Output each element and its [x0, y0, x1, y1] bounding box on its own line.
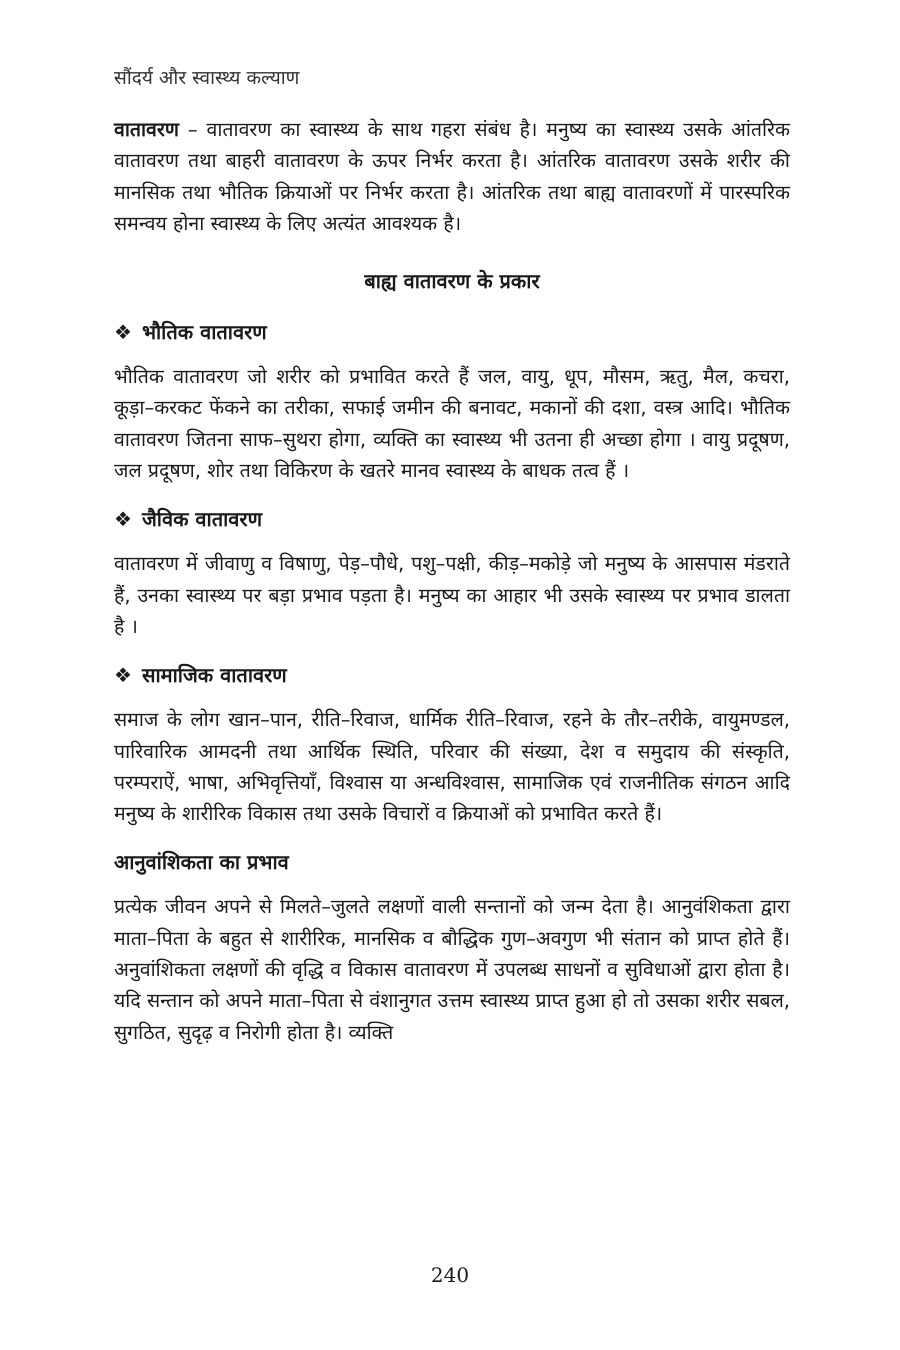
intro-paragraph — [114, 114, 790, 239]
diamond-bullet-icon: ❖ — [114, 320, 132, 345]
heredity-heading: आनुवांशिकता का प्रभाव — [114, 850, 289, 875]
page-content — [114, 114, 790, 1048]
intro-text: – वातावरण का स्वास्थ्य के साथ गहरा संबंध है। मनुष्य का स्वास्थ्य उसके आंतरिक वातावरण तथा बाहरी वातावरण के ऊपर निर्भर करता है। आंतरिक वातावरण उसके शरीर की मानसिक तथा भौतिक क्रियाओं पर निर्भर करता है। आंतरिक तथा बाह्य वातावरणों में पारस्परिक समन्वय होना स्वास्थ्य के लिए अत्यंत आवश्यक है। — [114, 118, 790, 235]
page-number: 240 — [430, 1263, 470, 1287]
heredity-paragraph: प्रत्येक जीवन अपने से मिलते–जुलते लक्षणों वाली सन्तानों को जन्म देता है। आनुवंशिकता द्वारा माता–पिता के बहुत से शारीरिक, मानसिक व बौद्धिक गुण–अवगुण भी संतान को प्राप्त होते हैं। अनुवांशिकता लक्षणों की वृद्धि व विकास वातावरण में उपलब्ध साधनों व सुविधाओं द्वारा होता है। यदि सन्तान को अपने माता–पिता से वंशानुगत उत्तम स्वास्थ्य प्राप्त हुआ हो तो उसका शरीर सबल, सुगठित, सुदृढ़ व निरोगी होता है। व्यक्ति — [114, 895, 790, 1044]
section-paragraph-social: समाज के लोग खान–पान, रीति–रिवाज, धार्मिक रीति–रिवाज, रहने के तौर–तरीके, वायुमण्डल, पारिवारिक आमदनी तथा आर्थिक स्थिति, परिवार की संख्या, देश व समुदाय की संस्कृति, परम्पराऐं, भाषा, अभिवृत्तियॉं, विश्वास या अन्धविश्वास, सामाजिक एवं राजनीतिक संगठन आदि मनुष्य के शारीरिक विकास तथा उसके विचारों व क्रियाओं को प्रभावित करते हैं। — [114, 708, 790, 826]
section-paragraph-biological: वातावरण में जीवाणु व विषाणु, पेड़–पौधे, पशु–पक्षी, कीड़–मकोड़े जो मनुष्य के आसपास मंडराते हैं, उनका स्वास्थ्य पर बड़ा प्रभाव पड़ता है। मनुष्य का आहार भी उसके स्वास्थ्य पर प्रभाव डालता है । — [114, 552, 790, 638]
diamond-bullet-icon: ❖ — [114, 507, 132, 532]
section-heading-biological — [114, 502, 790, 536]
section-title: सामाजिक वातावरण — [141, 663, 287, 688]
intro-lead-term: वातावरण — [114, 118, 179, 141]
section-heading-social — [114, 658, 790, 692]
section-heading-physical — [114, 315, 790, 349]
section-title: जैविक वातावरण — [141, 507, 263, 532]
types-heading: बाह्य वातावरण के प्रकार — [364, 269, 540, 294]
section-paragraph-physical: भौतिक वातावरण जो शरीर को प्रभावित करते हैं जल, वायु, धूप, मौसम, ऋतु, मैल, कचरा, कूड़ा–करकट फेंकने का तरीका, सफाई जमीन की बनावट, मकानों की दशा, वस्त्र आदि। भौतिक वातावरण जितना साफ–सुथरा होगा, व्यक्ति का स्वास्थ्य भी उतना ही अच्छा होगा । वायु प्रदूषण, जल प्रदूषण, शोर तथा विकिरण के खतरे मानव स्वास्थ्य के बाधक तत्व हैं । — [114, 365, 790, 483]
diamond-bullet-icon: ❖ — [114, 663, 132, 688]
section-title: भौतिक वातावरण — [141, 320, 267, 345]
running-header: सौंदर्य और स्वास्थ्य कल्याण — [114, 67, 300, 89]
